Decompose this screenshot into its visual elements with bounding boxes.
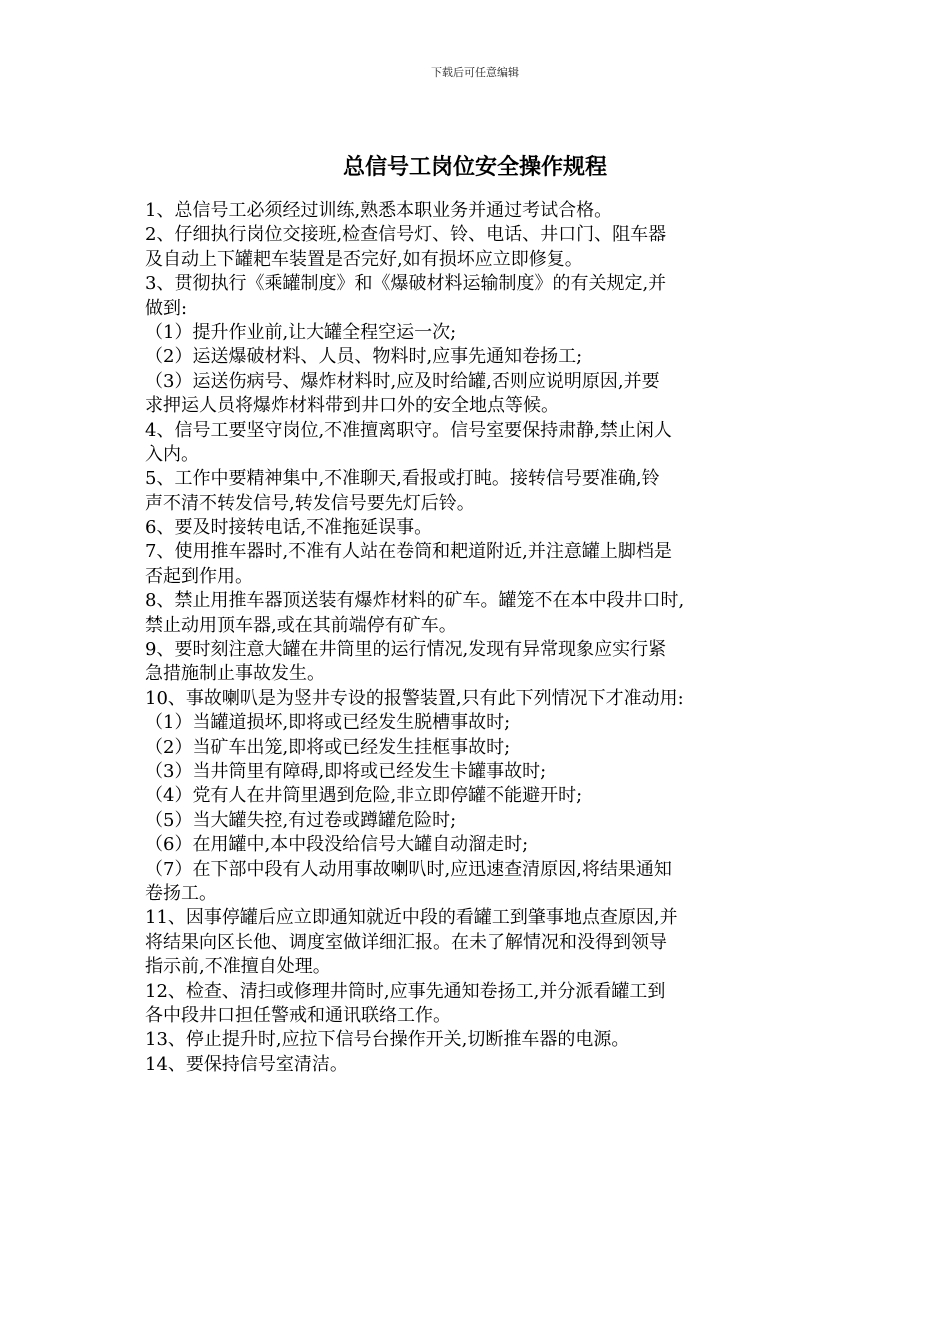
body-line: 2、仔细执行岗位交接班,检查信号灯、铃、电话、井口门、阻车器 bbox=[145, 224, 667, 246]
body-line: 卷扬工。 bbox=[145, 882, 217, 904]
body-line: （2）当矿车出笼,即将或已经发生挂框事故时; bbox=[145, 736, 511, 758]
body-line: 9、要时刻注意大罐在井筒里的运行情况,发现有异常现象应实行紧 bbox=[145, 639, 667, 661]
body-line: 14、要保持信号室清洁。 bbox=[145, 1053, 348, 1075]
body-line: 求押运人员将爆炸材料带到井口外的安全地点等候。 bbox=[145, 395, 559, 417]
body-line: （1）当罐道损坏,即将或已经发生脱槽事故时; bbox=[145, 712, 511, 734]
body-line: 入内。 bbox=[145, 443, 199, 465]
body-line: （6）在用罐中,本中段没给信号大罐自动溜走时; bbox=[145, 834, 529, 856]
document-body bbox=[145, 199, 813, 1077]
document-title: 总信号工岗位安全操作规程 bbox=[342, 155, 607, 180]
body-line: 做到: bbox=[145, 297, 188, 319]
body-line: 5、工作中要精神集中,不准聊天,看报或打盹。接转信号要准确,铃 bbox=[145, 468, 660, 490]
body-line: 4、信号工要坚守岗位,不准擅离职守。信号室要保持肃静,禁止闲人 bbox=[145, 419, 672, 441]
body-line: 各中段井口担任警戒和通讯联络工作。 bbox=[145, 1004, 451, 1026]
body-line: 将结果向区长他、调度室做详细汇报。在未了解情况和没得到领导 bbox=[145, 931, 667, 953]
body-line: （3）当井筒里有障碍,即将或已经发生卡罐事故时; bbox=[145, 760, 547, 782]
body-line: 12、检查、清扫或修理井筒时,应事先通知卷扬工,并分派看罐工到 bbox=[145, 980, 666, 1002]
body-line: 禁止动用顶车器,或在其前端停有矿车。 bbox=[145, 614, 457, 636]
body-line: 8、禁止用推车器顶送装有爆炸材料的矿车。罐笼不在本中段井口时, bbox=[145, 590, 685, 612]
body-line: （4）党有人在井筒里遇到危险,非立即停罐不能避开时; bbox=[145, 785, 583, 807]
body-line: 急措施制止事故发生。 bbox=[145, 663, 325, 685]
body-line: 声不清不转发信号,转发信号要先灯后铃。 bbox=[145, 492, 475, 514]
body-line: 6、要及时接转电话,不准拖延误事。 bbox=[145, 517, 433, 539]
body-line: 及自动上下罐耙车装置是否完好,如有损坏应立即修复。 bbox=[145, 248, 583, 270]
body-line: 1、总信号工必须经过训练,熟悉本职业务并通过考试合格。 bbox=[145, 200, 613, 221]
body-line: 7、使用推车器时,不准有人站在卷筒和耙道附近,并注意罐上脚档是 bbox=[145, 541, 672, 563]
body-line: 13、停止提升时,应拉下信号台操作开关,切断推车器的电源。 bbox=[145, 1029, 630, 1051]
body-line: 指示前,不准擅自处理。 bbox=[145, 956, 331, 978]
body-line: 11、因事停罐后应立即通知就近中段的看罐工到肇事地点查原因,并 bbox=[145, 907, 678, 929]
body-line: （5）当大罐失控,有过卷或蹲罐危险时; bbox=[145, 809, 457, 831]
body-line: 3、贯彻执行《乘罐制度》和《爆破材料运输制度》的有关规定,并 bbox=[145, 273, 667, 295]
body-line: （7）在下部中段有人动用事故喇叭时,应迅速查清原因,将结果通知 bbox=[145, 858, 672, 880]
body-line: 否起到作用。 bbox=[145, 565, 253, 587]
body-line: （1）提升作业前,让大罐全程空运一次; bbox=[145, 321, 457, 343]
body-line: 10、事故喇叭是为竖井专设的报警装置,只有此下列情况下才准动用: bbox=[145, 687, 684, 709]
body-line: （3）运送伤病号、爆炸材料时,应及时给罐,否则应说明原因,并要 bbox=[145, 370, 660, 392]
body-line: （2）运送爆破材料、人员、物料时,应事先通知卷扬工; bbox=[145, 346, 583, 368]
page-header-note: 下载后可任意编辑 bbox=[431, 66, 519, 79]
